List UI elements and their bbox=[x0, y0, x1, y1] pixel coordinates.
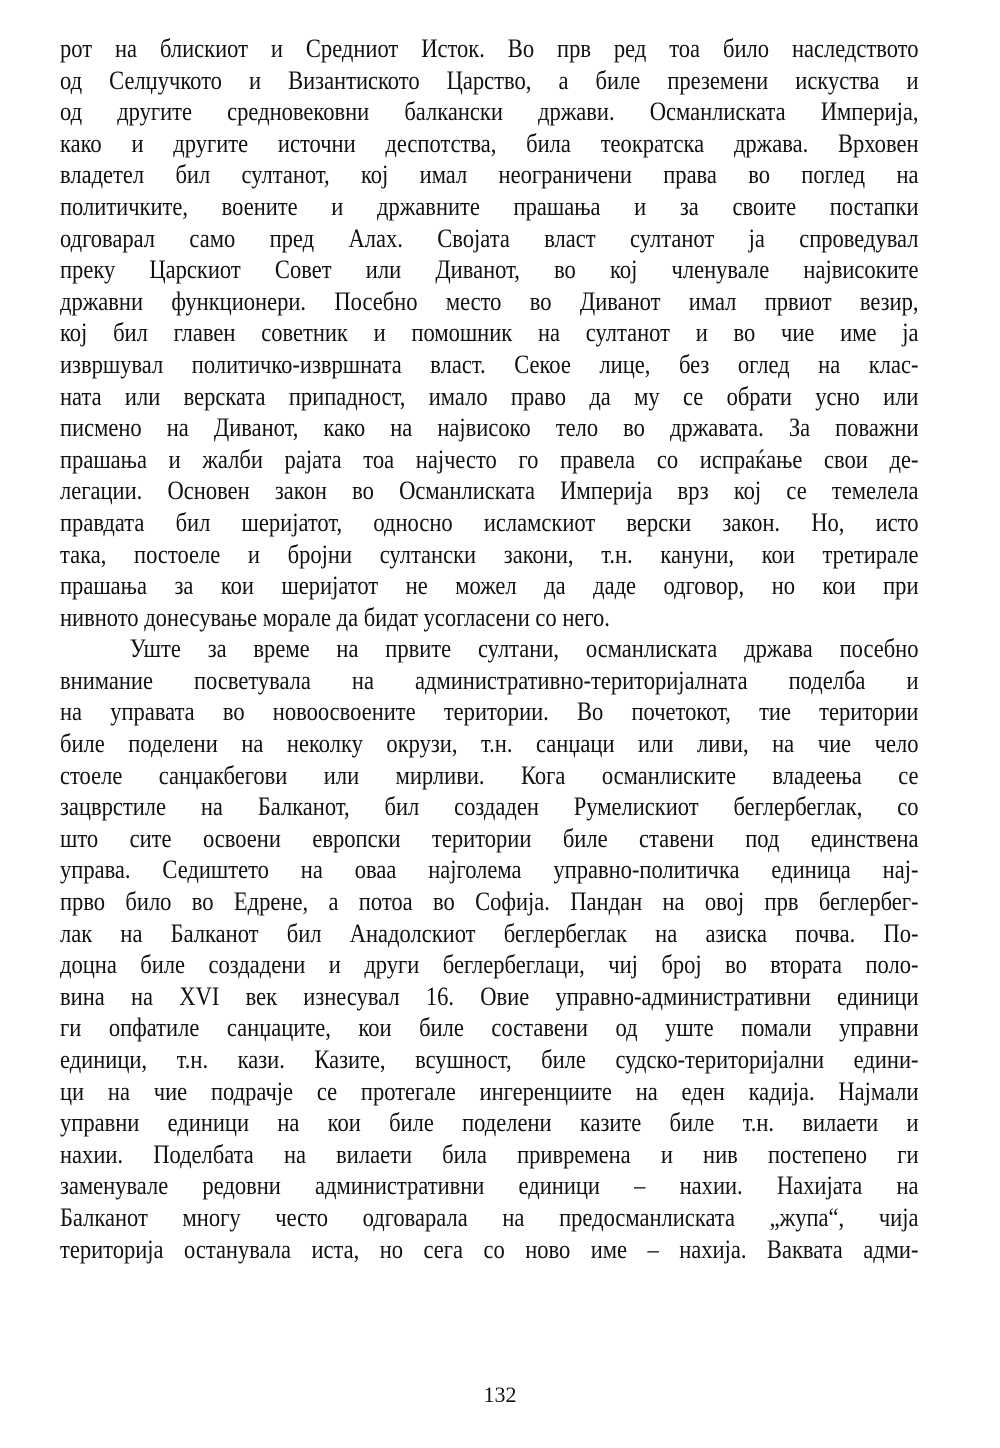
paragraph bbox=[60, 633, 919, 1265]
text-line: прво било во Едрене, а потоа во Софија. Пандан на овој прв беглербег- bbox=[60, 886, 919, 917]
text-line: управа. Седиштето на оваа најголема управно-политичка единица нај- bbox=[60, 854, 919, 885]
text-line: извршувал политичко-извршната власт. Секое лице, без оглед на клас- bbox=[60, 348, 919, 379]
text-line: единици, т.н. кази. Казите, всушност, биле судско-територијални едини- bbox=[60, 1044, 919, 1074]
text-line: нахии. Поделбата на вилаети била привремена и нив постепено ги bbox=[60, 1138, 919, 1169]
text-line: преку Царскиот Совет или Диванот, во кој членувале највисоките bbox=[60, 254, 919, 285]
text-line: што сите освоени европски територии биле ставени под единствена bbox=[60, 822, 919, 853]
text-line: писмено на Диванот, како на највисоко тело во државата. За поважни bbox=[60, 412, 919, 443]
text-line: легации. Основен закон во Османлиската Империја врз кој се темелела bbox=[60, 475, 919, 506]
text-line: правдата бил шеријатот, односно исламскиот верски закон. Но, исто bbox=[60, 506, 919, 537]
text-line: вина на XVI век изнесувал 16. Овие управно-административни единици bbox=[60, 980, 919, 1011]
text-line: нивното донесување морале да бидат усогласени со него. bbox=[60, 601, 610, 632]
text-line: рот на блискиот и Средниот Исток. Во прв ред тоа било наследството bbox=[60, 33, 919, 63]
text-line: од Селџучкото и Византиското Царство, а биле преземени искуства и bbox=[60, 64, 919, 95]
text-line: ната или верската припадност, имало право да му се обрати усно или bbox=[60, 380, 919, 411]
text-line: владетел бил султанот, кој имал неограничени права во поглед на bbox=[60, 159, 919, 190]
text-line: државни функционери. Посебно место во Диванот имал првиот везир, bbox=[60, 285, 919, 316]
text-line: како и другите источни деспотства, била теократска држава. Врховен bbox=[60, 127, 919, 158]
page-number: 132 bbox=[483, 1382, 517, 1407]
paragraph bbox=[60, 33, 919, 633]
text-line: на управата во новоосвоените територии. Во почетокот, тие територии bbox=[60, 696, 919, 727]
text-line: ги опфатиле санџаците, кои биле составени од уште помали управни bbox=[60, 1012, 919, 1043]
text-line: внимание посветувала на административно-територијалната поделба и bbox=[60, 664, 919, 695]
text-line: биле поделени на неколку окрузи, т.н. санџаци или ливи, на чие чело bbox=[60, 728, 919, 759]
text-line: од другите средновековни балкански држави. Османлиската Империја, bbox=[60, 96, 919, 127]
text-line: одговарал само пред Алах. Својата власт султанот ја спроведувал bbox=[60, 222, 919, 253]
body-text bbox=[60, 33, 919, 1265]
text-line: стоеле санџакбегови или мирливи. Кога османлиските владеења се bbox=[60, 759, 919, 790]
text-line: Уште за време на првите султани, османлиската држава посебно bbox=[129, 633, 919, 664]
text-line: политичките, воените и државните прашања и за своите постапки bbox=[60, 190, 919, 221]
text-line: управни единици на кои биле поделени казите биле т.н. вилаети и bbox=[60, 1107, 919, 1138]
text-line: Балканот многу често одговарала на предосманлиската „жупа“, чија bbox=[60, 1201, 919, 1232]
text-line: прашања за кои шеријатот не можел да даде одговор, но кои при bbox=[60, 570, 919, 601]
text-line: ци на чие подрачје се протегале ингеренциите на еден кадија. Најмали bbox=[60, 1075, 919, 1106]
text-line: прашања и жалби рајата тоа најчесто го правела со испраќање свои де- bbox=[60, 443, 919, 474]
text-line: заменувале редовни административни единици – нахии. Нахијата на bbox=[60, 1170, 919, 1201]
text-line: територија останувала иста, но сега со ново име – нахија. Ваквата адми- bbox=[60, 1233, 919, 1264]
text-line: доцна биле создадени и други беглербеглаци, чиј број во втората поло- bbox=[60, 949, 919, 980]
text-line: кој бил главен советник и помошник на султанот и во чие име ја bbox=[60, 317, 919, 348]
text-line: зацврстиле на Балканот, бил создаден Румелискиот беглербеглак, со bbox=[60, 791, 919, 822]
text-line: лак на Балканот бил Анадолскиот беглербеглак на азиска почва. По- bbox=[60, 917, 919, 948]
text-line: така, постоеле и бројни султански закони, т.н. кануни, кои третирале bbox=[60, 538, 919, 569]
